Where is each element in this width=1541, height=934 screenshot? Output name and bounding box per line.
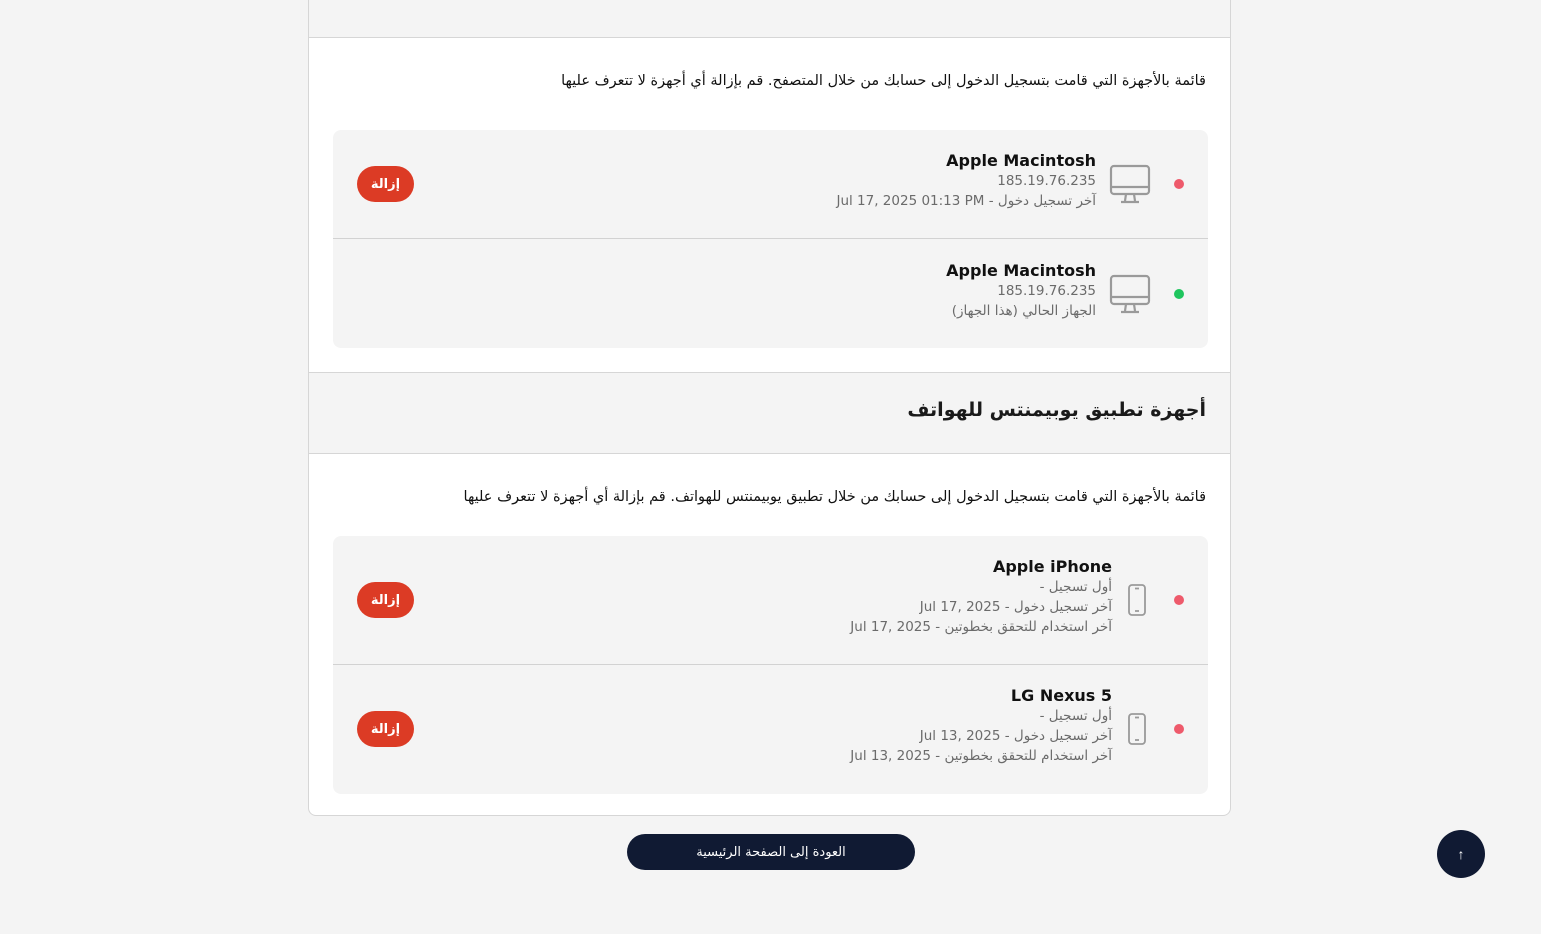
device-last-2fa: آخر استخدام للتحقق بخطوتين - Jul 17, 2025 [850, 619, 1112, 635]
device-last-login: آخر تسجيل دخول - Jul 17, 2025 01:13 PM [836, 193, 1096, 209]
scroll-to-top-button[interactable]: ↑ [1437, 830, 1485, 878]
devices-card [308, 0, 1231, 816]
device-ip: 185.19.76.235 [997, 283, 1096, 299]
device-last-2fa: آخر استخدام للتحقق بخطوتين - Jul 13, 2025 [850, 748, 1112, 764]
status-dot [1174, 595, 1184, 605]
device-first-login: أول تسجيل - [1039, 708, 1112, 724]
current-device-label: الجهاز الحالي (هذا الجهاز) [951, 303, 1096, 319]
device-last-login: آخر تسجيل دخول - Jul 17, 2025 [919, 599, 1112, 615]
device-name: Apple Macintosh [946, 151, 1096, 170]
device-ip: 185.19.76.235 [997, 173, 1096, 189]
device-info [850, 557, 1112, 637]
phone-icon [1127, 584, 1147, 620]
remove-device-button[interactable]: إزالة [357, 582, 414, 618]
device-info [946, 261, 1096, 321]
browser-section-header [309, 0, 1230, 38]
device-name: LG Nexus 5 [1010, 686, 1112, 705]
device-name: Apple iPhone [992, 557, 1112, 576]
browser-device-list [333, 130, 1208, 348]
list-item [333, 665, 1208, 794]
app-section-header [309, 372, 1230, 454]
phone-icon [1127, 713, 1147, 749]
back-to-home-button[interactable]: العودة إلى الصفحة الرئيسية [627, 834, 915, 870]
app-device-list [333, 536, 1208, 794]
list-item [333, 239, 1208, 348]
device-name: Apple Macintosh [946, 261, 1096, 280]
device-last-login: آخر تسجيل دخول - Jul 13, 2025 [919, 728, 1112, 744]
device-info [836, 151, 1096, 211]
app-section-description: قائمة بالأجهزة التي قامت بتسجيل الدخول إلى حسابك من خلال تطبيق يوبيمنتس للهواتف. قم بإزالة أي أجهزة لا تتعرف عليها [463, 489, 1206, 505]
remove-device-button[interactable]: إزالة [357, 166, 414, 202]
device-first-login: أول تسجيل - [1039, 579, 1112, 595]
app-section-title: أجهزة تطبيق يوبيمنتس للهواتف [907, 399, 1206, 421]
status-dot [1174, 724, 1184, 734]
browser-section-description: قائمة بالأجهزة التي قامت بتسجيل الدخول إلى حسابك من خلال المتصفح. قم بإزالة أي أجهزة لا تتعرف عليها [561, 73, 1206, 89]
desktop-icon [1108, 162, 1152, 210]
list-item [333, 536, 1208, 665]
status-dot [1174, 289, 1184, 299]
remove-device-button[interactable]: إزالة [357, 711, 414, 747]
list-item [333, 130, 1208, 239]
desktop-icon [1108, 272, 1152, 320]
device-info [850, 686, 1112, 766]
status-dot [1174, 179, 1184, 189]
